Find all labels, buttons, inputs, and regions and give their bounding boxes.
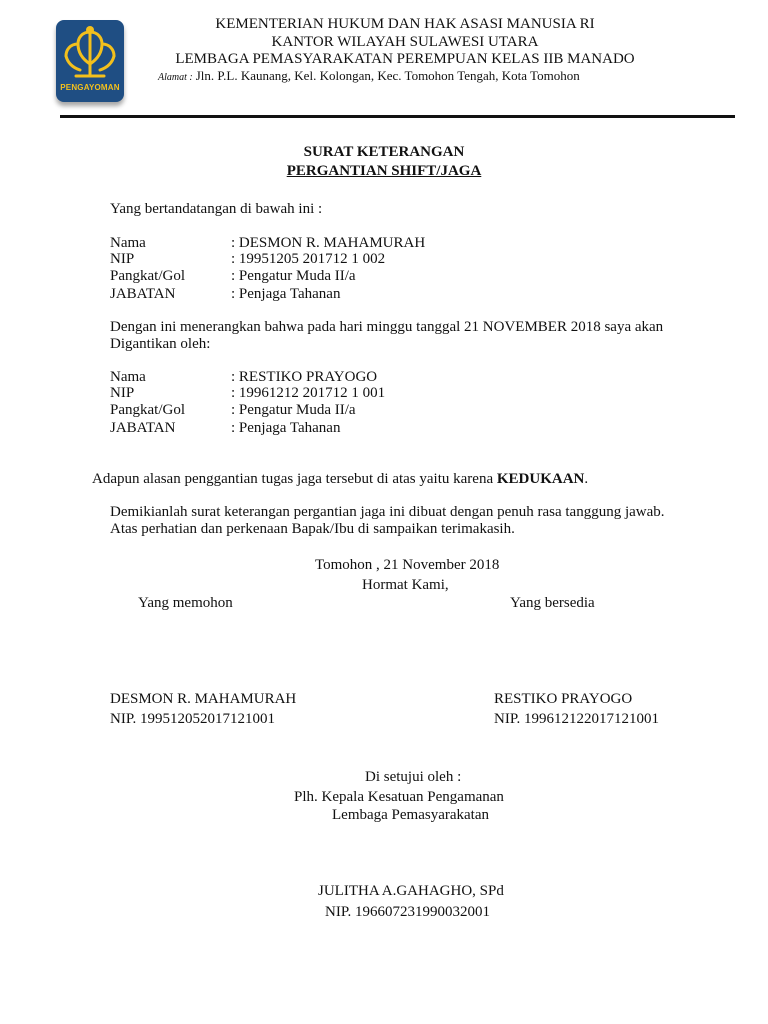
person2-label-rank: Pangkat/Gol bbox=[110, 402, 185, 418]
reason-emphasis: KEDUKAAN bbox=[496, 471, 585, 487]
header-address bbox=[158, 69, 580, 83]
header-divider bbox=[60, 115, 735, 118]
approver-name: JULITHA A.GAHAGHO, SPd bbox=[318, 883, 504, 899]
person2-label-position: JABATAN bbox=[110, 420, 176, 436]
person1-value-position: : Penjaga Tahanan bbox=[231, 286, 341, 302]
left-signer-name: DESMON R. MAHAMURAH bbox=[110, 691, 297, 707]
address-text: Jln. P.L. Kaunang, Kel. Kolongan, Kec. Tomohon Tengah, Kota Tomohon bbox=[195, 68, 580, 83]
left-signer-nip: NIP. 199512052017121001 bbox=[110, 711, 276, 727]
approver-nip: NIP. 196607231990032001 bbox=[325, 904, 491, 920]
closing-line1: Demikianlah surat keterangan pergantian jaga ini dibuat dengan penuh rasa tanggung jawab. bbox=[110, 504, 665, 520]
person2-value-rank: : Pengatur Muda II/a bbox=[231, 402, 356, 418]
reason-suffix: . bbox=[584, 471, 589, 487]
person1-label-name: Nama bbox=[110, 235, 146, 251]
institution-logo bbox=[56, 20, 124, 102]
closing-line2: Atas perhatian dan perkenaan Bapak/Ibu di sampaikan terimakasih. bbox=[110, 521, 515, 537]
person1-label-nip: NIP bbox=[110, 251, 135, 267]
document-subtitle bbox=[0, 164, 768, 179]
right-signer-nip: NIP. 199612122017121001 bbox=[494, 711, 660, 727]
person1-label-rank: Pangkat/Gol bbox=[110, 268, 185, 284]
document-subtitle-text: PERGANTIAN SHIFT/JAGA bbox=[286, 163, 482, 179]
reason-prefix: Adapun alasan penggantian tugas jaga tersebut di atas yaitu karena bbox=[92, 471, 497, 487]
left-signer-role: Yang memohon bbox=[138, 595, 233, 611]
document-title: SURAT KETERANGAN bbox=[303, 144, 465, 160]
person2-value-position: : Penjaga Tahanan bbox=[231, 420, 341, 436]
reason-text bbox=[92, 472, 588, 487]
person1-value-nip: : 19951205 201712 1 002 bbox=[231, 251, 386, 267]
place-date: Tomohon , 21 November 2018 bbox=[315, 557, 500, 573]
person2-value-nip: : 19961212 201712 1 001 bbox=[231, 385, 386, 401]
header-institution: LEMBAGA PEMASYARAKATAN PEREMPUAN KELAS IIB MANADO bbox=[175, 51, 635, 67]
person1-value-name: : DESMON R. MAHAMURAH bbox=[231, 235, 426, 251]
person2-value-name: : RESTIKO PRAYOGO bbox=[231, 369, 378, 385]
regards: Hormat Kami, bbox=[362, 577, 449, 593]
approval-position2: Lembaga Pemasyarakatan bbox=[332, 807, 490, 823]
logo-caption: PENGAYOMAN bbox=[60, 83, 120, 92]
address-label: Alamat : bbox=[158, 72, 193, 83]
statement-line2: Digantikan oleh: bbox=[110, 336, 211, 352]
intro-text: Yang bertandatangan di bawah ini : bbox=[110, 201, 323, 217]
person1-label-position: JABATAN bbox=[110, 286, 176, 302]
person2-label-nip: NIP bbox=[110, 385, 135, 401]
header-regional-office: KANTOR WILAYAH SULAWESI UTARA bbox=[271, 34, 539, 50]
right-signer-role: Yang bersedia bbox=[510, 595, 595, 611]
approval-label: Di setujui oleh : bbox=[365, 769, 462, 785]
statement-line1: Dengan ini menerangkan bahwa pada hari minggu tanggal 21 NOVEMBER 2018 saya akan bbox=[110, 319, 664, 335]
header-ministry: KEMENTERIAN HUKUM DAN HAK ASASI MANUSIA RI bbox=[215, 16, 595, 32]
person1-value-rank: : Pengatur Muda II/a bbox=[231, 268, 356, 284]
person2-label-name: Nama bbox=[110, 369, 146, 385]
approval-position1: Plh. Kepala Kesatuan Pengamanan bbox=[294, 789, 504, 805]
pengayoman-emblem-icon bbox=[56, 20, 124, 84]
right-signer-name: RESTIKO PRAYOGO bbox=[494, 691, 633, 707]
